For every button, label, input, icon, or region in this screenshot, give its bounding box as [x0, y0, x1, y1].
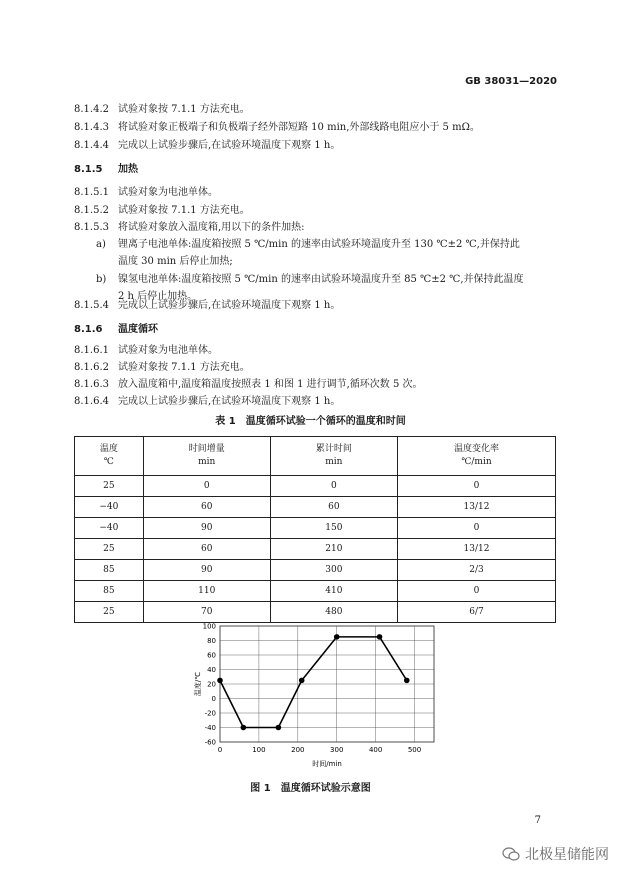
list-item-b: b) 镍氢电池单体:温度箱按照 5 ℃/min 的速率由试验环境温度升至 85 ℃±2 ℃,并保持此温度 [96, 274, 524, 285]
table-header-row [75, 437, 556, 476]
section-heading-8-1-5: 8.1.5 加热 [74, 164, 138, 175]
table-cell: 90 [143, 518, 270, 539]
table-cell: 60 [270, 497, 397, 518]
y-tick-label: -40 [204, 724, 216, 732]
clause-8-1-6-3: 8.1.6.3 放入温度箱中,温度箱温度按照表 1 和图 1 进行调节,循环次数 5 次。 [74, 379, 423, 390]
list-item-a: a) 锂离子电池单体:温度箱按照 5 ℃/min 的速率由试验环境温度升至 130 ℃±2 ℃,并保持此 [96, 239, 520, 250]
table-cell: 150 [270, 518, 397, 539]
table-cell: 300 [270, 560, 397, 581]
table-row [75, 497, 556, 518]
clause-8-1-5-1: 8.1.5.1 试验对象为电池单体。 [74, 187, 218, 198]
data-point [299, 678, 305, 684]
table-cell: 110 [143, 581, 270, 602]
x-tick-label: 0 [217, 746, 223, 754]
table-cell: 13/12 [397, 539, 555, 560]
clause-8-1-5-2: 8.1.5.2 试验对象按 7.1.1 方法充电。 [74, 205, 250, 216]
table-cell: 210 [270, 539, 397, 560]
table-row [75, 539, 556, 560]
header-rate: 温度变化率 ℃/min [397, 437, 555, 476]
data-point [404, 678, 410, 684]
table-cell: 90 [143, 560, 270, 581]
data-point [377, 634, 383, 640]
table-row [75, 581, 556, 602]
x-axis-label: 时间/min [312, 760, 342, 768]
page-number: 7 [534, 815, 541, 826]
list-item-b-cont: 2 h 后停止加热。 [118, 291, 198, 302]
table-cell: 480 [270, 602, 397, 623]
clause-8-1-6-2: 8.1.6.2 试验对象按 7.1.1 方法充电。 [74, 362, 250, 373]
data-point [334, 634, 340, 640]
watermark-text: 北极星储能网 [525, 847, 609, 863]
x-tick-label: 300 [330, 746, 344, 754]
y-tick-label: 0 [211, 695, 216, 703]
table-cell: 2/3 [397, 560, 555, 581]
table-caption: 表 1 温度循环试验一个循环的温度和时间 [215, 416, 406, 427]
x-tick-label: 100 [252, 746, 266, 754]
temperature-cycle-chart [190, 620, 440, 778]
x-tick-label: 200 [291, 746, 305, 754]
x-tick-label: 400 [368, 746, 383, 754]
list-item-a-cont: 温度 30 min 后停止加热; [118, 256, 233, 267]
y-tick-label: 80 [207, 637, 216, 645]
standard-code: GB 38031—2020 [465, 76, 557, 87]
header-temperature: 温度 ℃ [75, 437, 144, 476]
header-time-increment: 时间增量 min [143, 437, 270, 476]
table-cell: 0 [397, 476, 555, 497]
data-point [241, 725, 247, 731]
data-point [217, 678, 223, 684]
table-cell: 13/12 [397, 497, 555, 518]
table-cell: −40 [75, 518, 144, 539]
table-cell: 0 [143, 476, 270, 497]
watermark [502, 844, 609, 864]
table-row [75, 518, 556, 539]
table-cell: 70 [143, 602, 270, 623]
table-cell: 60 [143, 497, 270, 518]
table-cell: 25 [75, 476, 144, 497]
y-tick-label: -20 [204, 709, 216, 718]
clause-8-1-4-2: 8.1.4.2 试验对象按 7.1.1 方法充电。 [74, 104, 250, 115]
table-cell: 60 [143, 539, 270, 560]
y-tick-label: 20 [207, 680, 216, 689]
table-cell: 0 [397, 581, 555, 602]
table-cell: 25 [75, 539, 144, 560]
table-cell: 410 [270, 581, 397, 602]
wechat-icon [502, 847, 520, 861]
clause-8-1-6-1: 8.1.6.1 试验对象为电池单体。 [74, 345, 218, 356]
table-cell: 25 [75, 602, 144, 623]
table-cell: 6/7 [397, 602, 555, 623]
y-tick-label: -60 [204, 738, 216, 747]
clause-8-1-6-4: 8.1.6.4 完成以上试验步骤后,在试验环境温度下观察 1 h。 [74, 396, 341, 407]
series-line [220, 637, 407, 728]
clause-8-1-5-3: 8.1.5.3 将试验对象放入温度箱,用以下的条件加热: [74, 222, 305, 233]
x-tick-label: 500 [407, 746, 422, 754]
table-cell: 85 [75, 581, 144, 602]
y-tick-label: 60 [207, 651, 216, 660]
data-point [276, 725, 282, 731]
y-axis-label: 温度/℃ [194, 671, 202, 697]
table-cell: 85 [75, 560, 144, 581]
section-heading-8-1-6: 8.1.6 温度循环 [74, 324, 158, 335]
y-tick-label: 100 [202, 622, 216, 631]
table-cell: 0 [270, 476, 397, 497]
table-row [75, 560, 556, 581]
table-row [75, 476, 556, 497]
clause-8-1-5-4: 8.1.5.4 完成以上试验步骤后,在试验环境温度下观察 1 h。 [74, 300, 341, 311]
table-cell: 0 [397, 518, 555, 539]
clause-8-1-4-4: 8.1.4.4 完成以上试验步骤后,在试验环境温度下观察 1 h。 [74, 140, 341, 151]
figure-caption: 图 1 温度循环试验示意图 [250, 783, 371, 794]
clause-8-1-4-3: 8.1.4.3 将试验对象正极端子和负极端子经外部短路 10 min,外部线路电阻应小于 5 mΩ。 [74, 122, 480, 133]
y-tick-label: 40 [207, 666, 216, 674]
temperature-cycle-table [74, 436, 556, 623]
table-cell: −40 [75, 497, 144, 518]
header-cumulative-time: 累计时间 min [270, 437, 397, 476]
